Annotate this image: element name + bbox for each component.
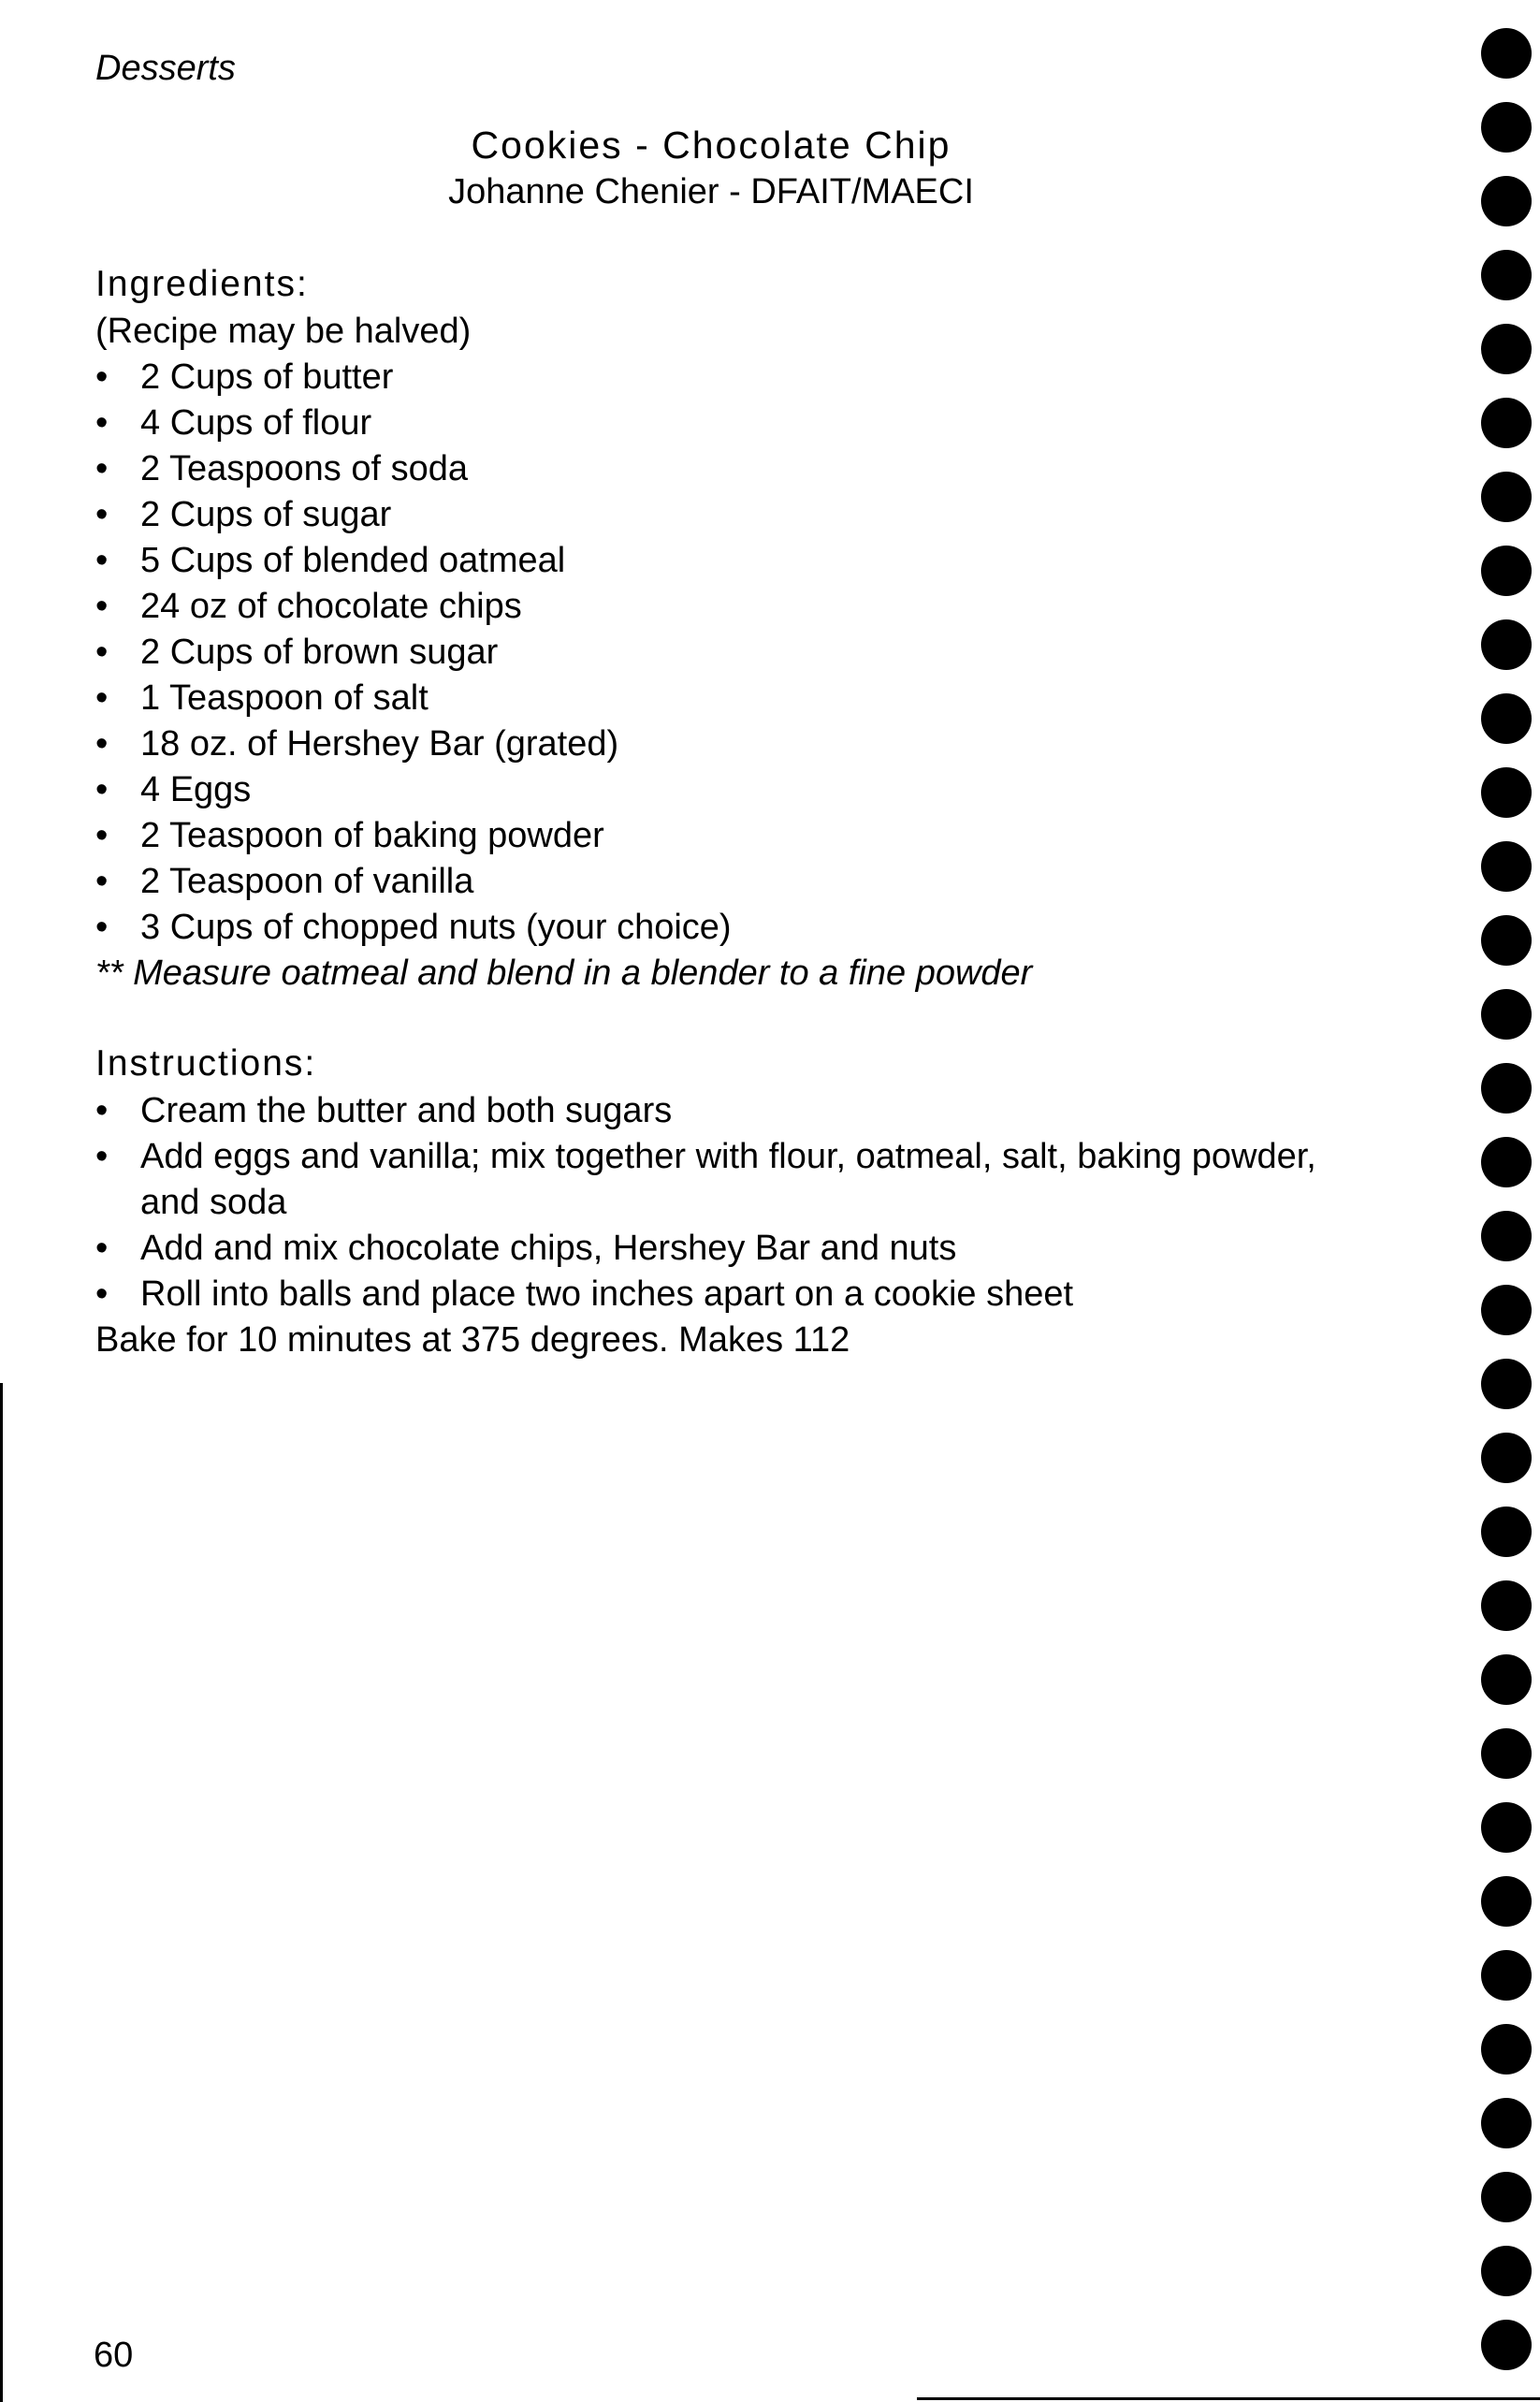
- instruction-step: • Roll into balls and place two inches apart on a cookie sheet: [95, 1272, 1349, 1317]
- binding-hole: [1481, 1433, 1532, 1483]
- section-gap: [95, 997, 1349, 1040]
- bottom-edge-line: [917, 2397, 1540, 2400]
- binding-hole: [1481, 1285, 1532, 1335]
- binding-hole: [1481, 398, 1532, 448]
- instructions-list: [95, 1088, 1349, 1317]
- binding-hole: [1481, 1876, 1532, 1927]
- binding-hole: [1481, 546, 1532, 596]
- recipe-content: [95, 260, 1349, 1363]
- ingredients-note: ** Measure oatmeal and blend in a blender to a fine powder: [95, 954, 1033, 993]
- binding-hole: [1481, 1211, 1532, 1261]
- binding-hole: [1481, 767, 1532, 818]
- recipe-title: Cookies - Chocolate Chip: [471, 124, 952, 167]
- binding-hole: [1481, 1950, 1532, 2001]
- ingredient-item: • 3 Cups of chopped nuts (your choice): [95, 905, 1349, 951]
- ingredient-item: • 4 Cups of flour: [95, 400, 1349, 446]
- binding-hole: [1481, 1728, 1532, 1779]
- binding-hole: [1481, 1137, 1532, 1187]
- binding-hole: [1481, 989, 1532, 1040]
- ingredients-heading: Ingredients:: [95, 264, 309, 304]
- binding-hole: [1481, 619, 1532, 670]
- ingredient-item: • 2 Teaspoon of baking powder: [95, 813, 1349, 859]
- binding-hole: [1481, 1359, 1532, 1409]
- ingredients-list: [95, 355, 1349, 951]
- ingredients-intro: (Recipe may be halved): [95, 312, 472, 351]
- binding-hole: [1481, 1654, 1532, 1705]
- binding-hole: [1481, 472, 1532, 522]
- binding-hole: [1481, 1507, 1532, 1557]
- binding-hole: [1481, 915, 1532, 966]
- ingredient-item: • 2 Cups of butter: [95, 355, 1349, 400]
- ingredient-item: • 1 Teaspoon of salt: [95, 676, 1349, 721]
- binding-hole: [1481, 693, 1532, 744]
- ingredient-item: • 2 Cups of sugar: [95, 492, 1349, 538]
- binding-hole: [1481, 1802, 1532, 1853]
- ingredient-item: • 5 Cups of blended oatmeal: [95, 538, 1349, 584]
- binding-hole: [1481, 1063, 1532, 1114]
- page-number: 60: [94, 2336, 134, 2375]
- instruction-step: • Add and mix chocolate chips, Hershey Bar and nuts: [95, 1226, 1349, 1272]
- instruction-step: • Cream the butter and both sugars: [95, 1088, 1349, 1134]
- left-edge-line: [0, 1383, 3, 2402]
- binding-hole: [1481, 2246, 1532, 2296]
- binding-holes: [1481, 28, 1533, 2394]
- binding-hole: [1481, 250, 1532, 300]
- binding-hole: [1481, 176, 1532, 226]
- binding-hole: [1481, 2098, 1532, 2148]
- binding-hole: [1481, 324, 1532, 374]
- section-header: Desserts: [95, 49, 236, 88]
- binding-hole: [1481, 2320, 1532, 2370]
- recipe-author: Johanne Chenier - DFAIT/MAECI: [448, 172, 974, 211]
- binding-hole: [1481, 2172, 1532, 2222]
- binding-hole: [1481, 102, 1532, 153]
- binding-hole: [1481, 841, 1532, 892]
- ingredient-item: • 24 oz of chocolate chips: [95, 584, 1349, 630]
- baking-note: Bake for 10 minutes at 375 degrees. Makes 112: [95, 1320, 850, 1360]
- ingredient-item: • 2 Teaspoons of soda: [95, 446, 1349, 492]
- instructions-heading: Instructions:: [95, 1043, 317, 1084]
- ingredient-item: • 2 Cups of brown sugar: [95, 630, 1349, 676]
- instruction-step: • Add eggs and vanilla; mix together with flour, oatmeal, salt, baking powder, and soda: [95, 1134, 1349, 1226]
- ingredient-item: • 4 Eggs: [95, 767, 1349, 813]
- ingredient-item: • 2 Teaspoon of vanilla: [95, 859, 1349, 905]
- binding-hole: [1481, 28, 1532, 79]
- ingredient-item: • 18 oz. of Hershey Bar (grated): [95, 721, 1349, 767]
- binding-hole: [1481, 2024, 1532, 2074]
- binding-hole: [1481, 1580, 1532, 1631]
- title-block: [94, 120, 1329, 213]
